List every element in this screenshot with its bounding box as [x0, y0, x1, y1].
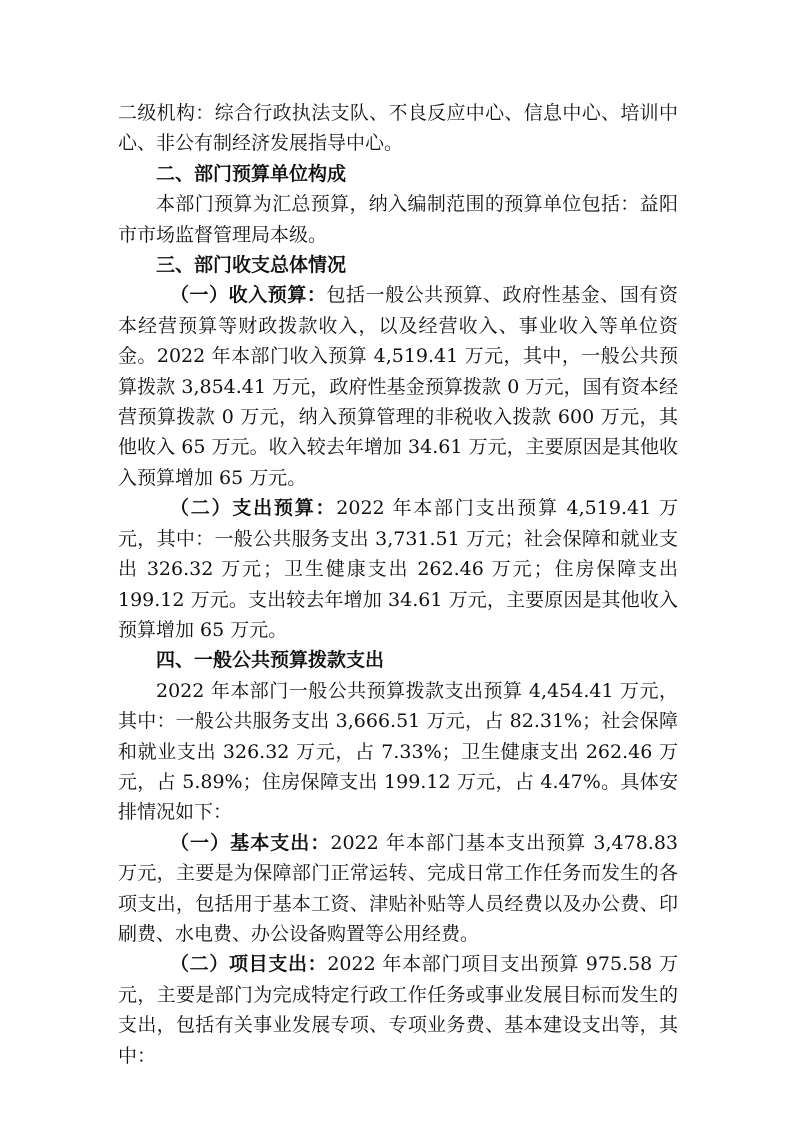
paragraph-secondary-institutions: 二级机构：综合行政执法支队、不良反应中心、信息中心、培训中心、非公有制经济发展指导中心。	[118, 102, 678, 155]
basic-expenditure-text: 2022 年本部门基本支出预算 3,478.83 万元，主要是为保障部门正常运转、完成日常工作任务而发生的各项支出，包括用于基本工资、津贴补贴等人员经费以及办公费、印刷费、水电费、办公设备购置等公用经费。	[118, 831, 678, 945]
section-heading-overall-revenue-expenditure: 三、部门收支总体情况	[156, 254, 347, 277]
paragraph-basic-expenditure	[118, 828, 678, 950]
project-expenditure-text: 2022 年本部门项目支出预算 975.58 万元，主要是部门为完成特定行政工作任务或事业发展目标而发生的支出，包括有关事业发展专项、专项业务费、基本建设支出等，其中：	[118, 953, 678, 1067]
expenditure-budget-label: （二）支出预算：	[170, 497, 337, 520]
project-expenditure-label: （二）项目支出：	[170, 953, 328, 976]
basic-expenditure-label: （一）基本支出：	[170, 831, 331, 854]
expenditure-budget-text: 2022 年本部门支出预算 4,519.41 万元，其中：一般公共服务支出 3,731.51 万元；社会保障和就业支出 326.32 万元；卫生健康支出 262.46 万元；住房保障支出 199.12 万元。支出较去年增加 34.61 万元，主要原因是其他收入预算增加 65 万元。	[118, 497, 678, 641]
paragraph-unit-composition: 本部门预算为汇总预算，纳入编制范围的预算单位包括：益阳市市场监督管理局本级。	[118, 193, 678, 246]
section-heading-general-public-budget: 四、一般公共预算拨款支出	[156, 649, 385, 672]
revenue-budget-text: 包括一般公共预算、政府性基金、国有资本经营预算等财政拨款收入，以及经营收入、事业收入等单位资金。2022 年本部门收入预算 4,519.41 万元，其中，一般公共预算拨款 3,854.41 万元，政府性基金预算拨款 0 万元，国有资本经营预算拨款 0 万元，纳入预算管理的非税收入拨款 600 万元，其他收入 65 万元。收入较去年增加 34.61 万元，主要原因是其他收入预算增加 65 万元。	[118, 284, 678, 489]
paragraph-expenditure-budget	[118, 493, 678, 645]
revenue-budget-label: （一）收入预算：	[170, 284, 327, 307]
document-page	[118, 98, 678, 1071]
paragraph-project-expenditure	[118, 949, 678, 1071]
paragraph-general-public-budget: 2022 年本部门一般公共预算拨款支出预算 4,454.41 万元，其中：一般公共服务支出 3,666.51 万元，占 82.31%；社会保障和就业支出 326.32 万元，占 7.33%；卫生健康支出 262.46 万元，占 5.89%；住房保障支出 199.12 万元，占 4.47%。具体安排情况如下：	[118, 679, 678, 824]
section-heading-unit-composition: 二、部门预算单位构成	[156, 162, 347, 185]
paragraph-revenue-budget	[118, 280, 678, 493]
